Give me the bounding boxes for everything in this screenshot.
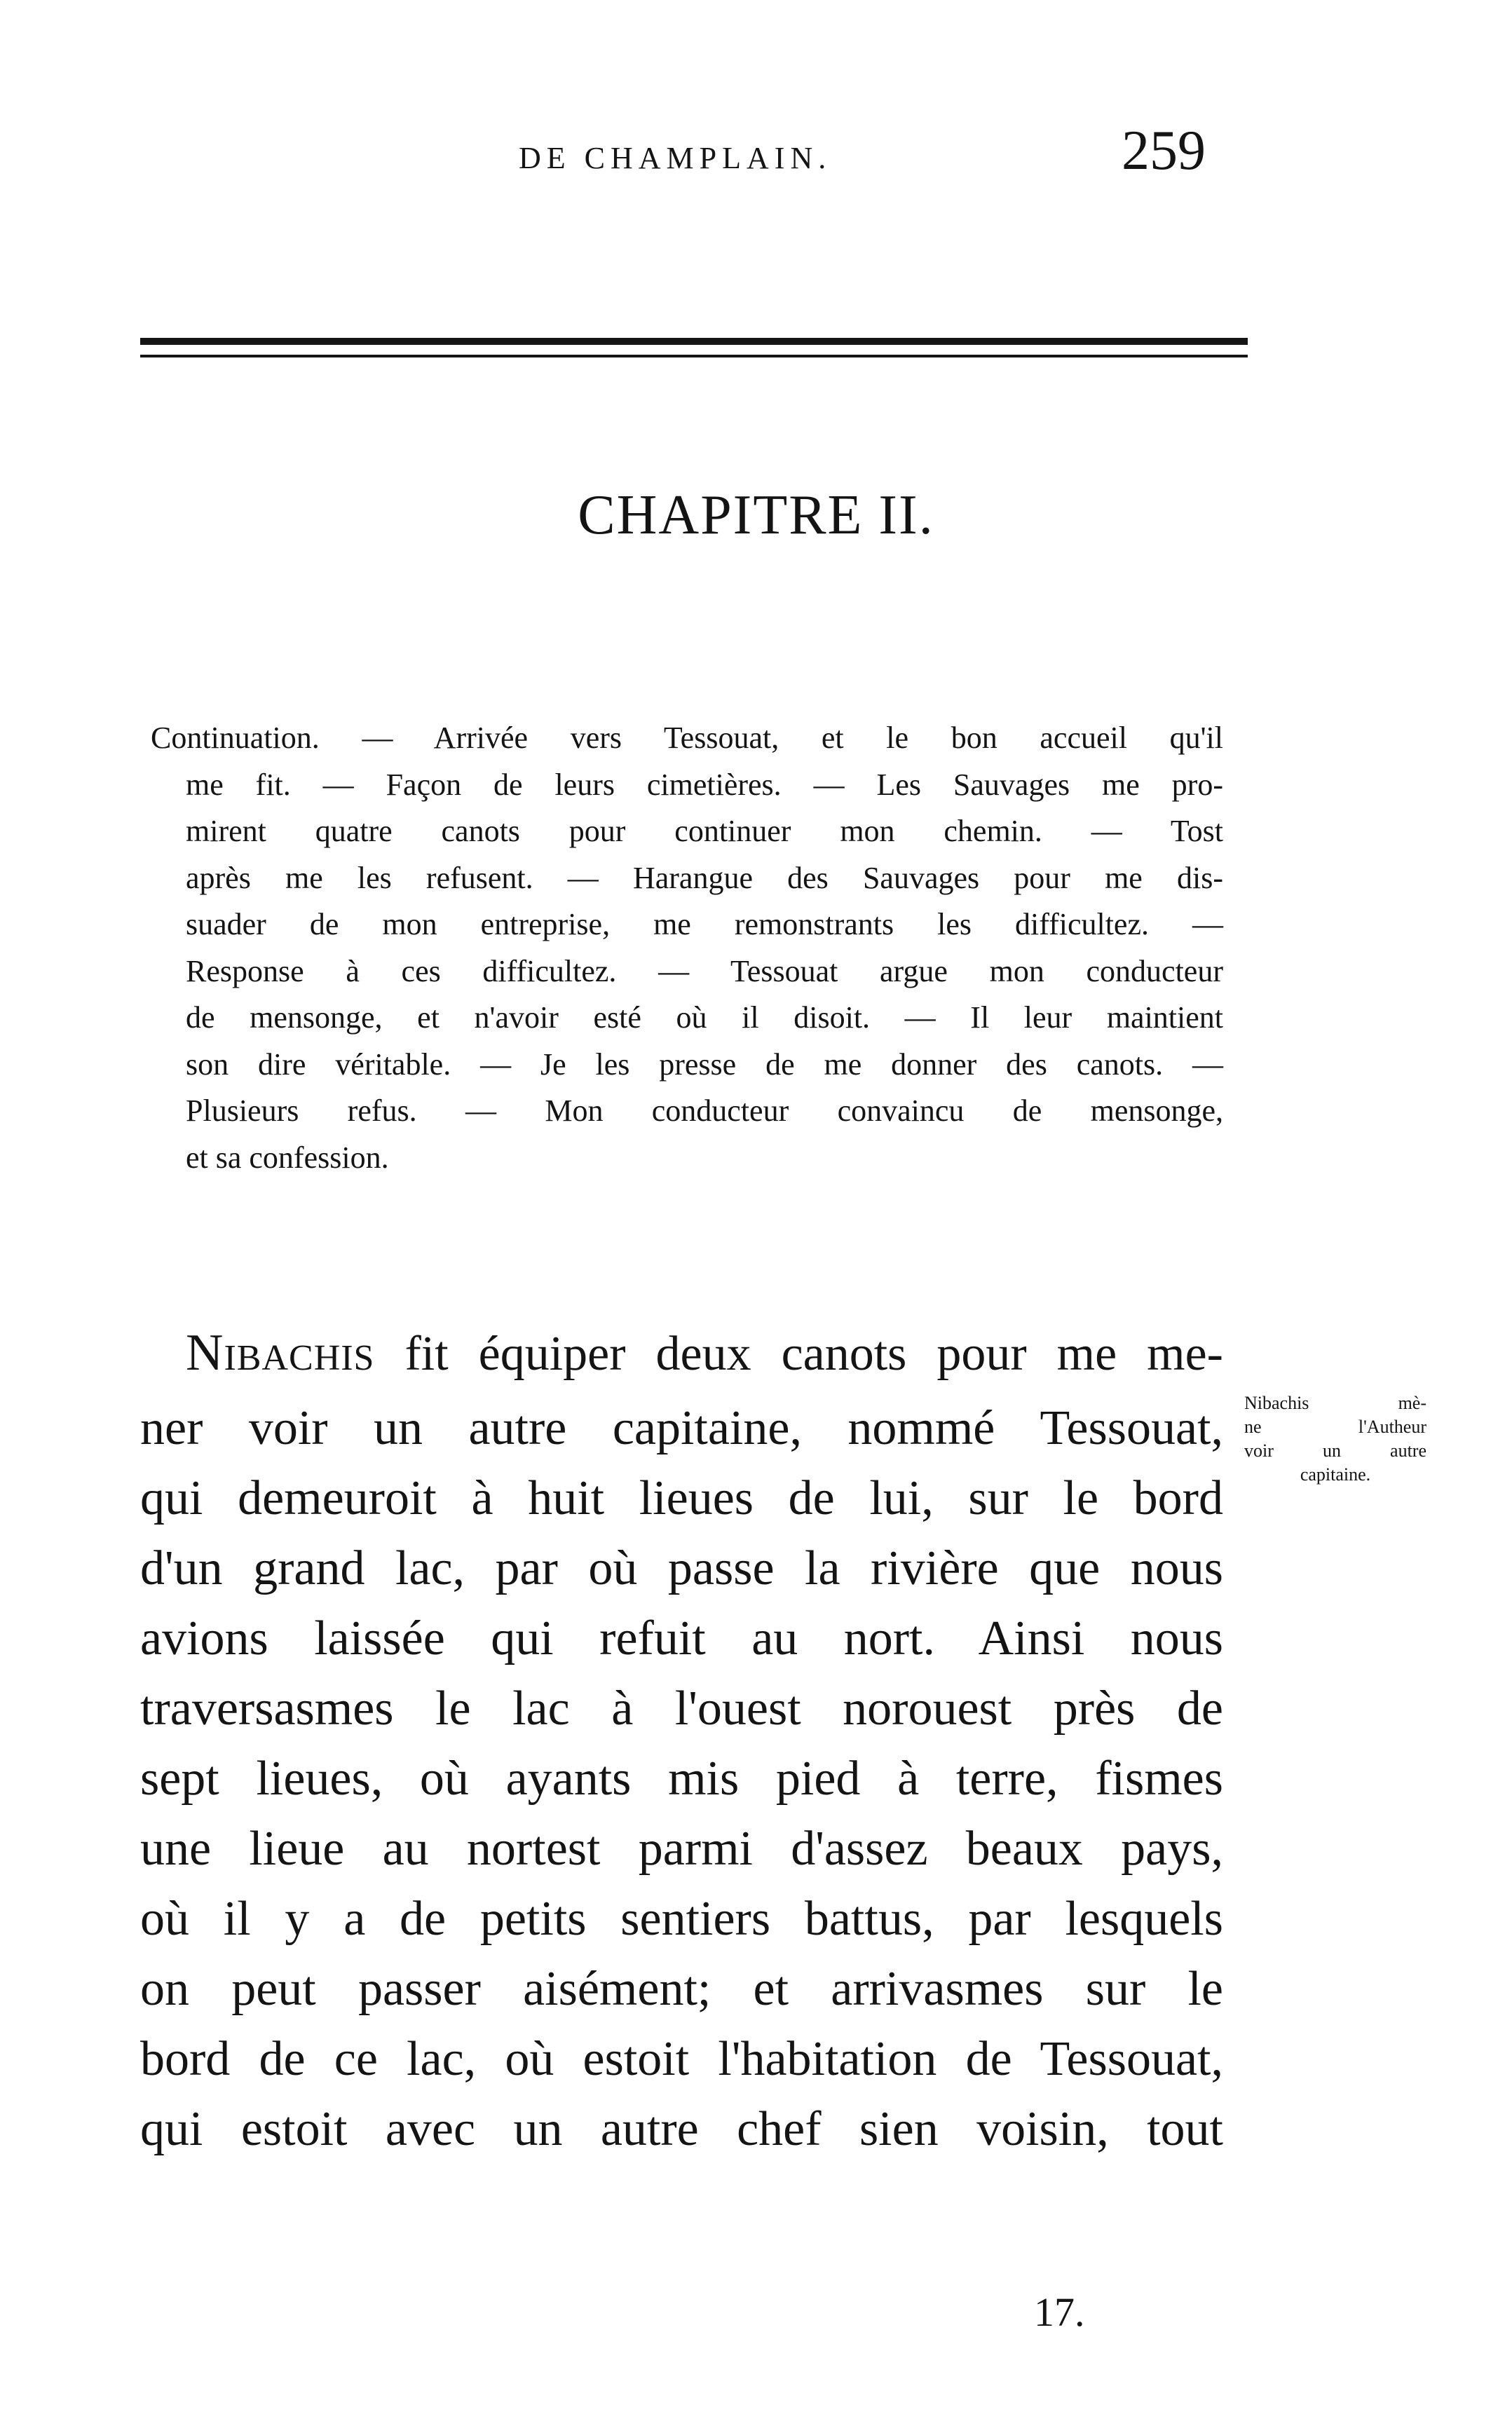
marginal-note-line: ne l'Autheur (1244, 1417, 1426, 1437)
body-line: ner voir un autre capitaine, nommé Tessouat, (140, 1401, 1223, 1455)
summary-line: Response à ces difficultez. — Tessouat argue mon conducteur (186, 953, 1223, 988)
marginal-note-line: Nibachis mè- (1244, 1393, 1426, 1413)
opening-smallcaps-name: NIBACHIS (186, 1324, 375, 1382)
marginal-note-line: capitaine. (1300, 1464, 1371, 1485)
body-line: sept lieues, où ayants mis pied à terre, fismes (140, 1752, 1223, 1806)
body-line: une lieue au nortest parmi d'assez beaux pays, (140, 1822, 1223, 1876)
body-line: traversasmes le lac à l'ouest norouest près de (140, 1682, 1223, 1736)
chapter-summary (151, 715, 1223, 1181)
body-line: bord de ce lac, où estoit l'habitation de Tessouat, (140, 2032, 1223, 2086)
summary-line: Continuation. — Arrivée vers Tessouat, et le bon accueil qu'il (151, 721, 1223, 755)
summary-line: et sa confession. (186, 1140, 389, 1175)
body-line: on peut passer aisément; et arrivasmes sur le (140, 1962, 1223, 2016)
summary-line: de mensonge, et n'avoir esté où il disoit. — Il leur maintient (186, 1000, 1223, 1035)
summary-line: Plusieurs refus. — Mon conducteur convaincu de mensonge, (186, 1093, 1223, 1128)
summary-line: son dire véritable. — Je les presse de me donner des canots. — (186, 1047, 1223, 1082)
body-line: d'un grand lac, par où passe la rivière que nous (140, 1541, 1223, 1595)
body-line: avions laissée qui refuit au nort. Ainsi nous (140, 1611, 1223, 1665)
running-title: DE CHAMPLAIN. (519, 141, 832, 175)
body-line: NIBACHIS fit équiper deux canots pour me me- (186, 1324, 1223, 1382)
body-line: où il y a de petits sentiers battus, par lesquels (140, 1892, 1223, 1946)
summary-line: après me les refusent. — Harangue des Sauvages pour me dis- (186, 860, 1223, 895)
summary-line: mirent quatre canots pour continuer mon chemin. — Tost (186, 814, 1223, 848)
body-line: qui estoit avec un autre chef sien voisin, tout (140, 2102, 1223, 2156)
summary-line: suader de mon entreprise, me remonstrants les difficultez. — (186, 907, 1223, 941)
summary-line: me fit. — Façon de leurs cimetières. — Les Sauvages me pro- (186, 767, 1223, 802)
chapter-title: CHAPITRE II. (578, 484, 934, 546)
marginal-note-line: voir un autre (1244, 1440, 1426, 1461)
page-number: 259 (1122, 120, 1206, 182)
body-line: qui demeuroit à huit lieues de lui, sur le bord (140, 1471, 1223, 1525)
marginal-note (1244, 1391, 1426, 1487)
header-rule-thick (140, 338, 1248, 345)
signature-mark: 17. (1034, 2289, 1085, 2335)
body-paragraph (140, 1318, 1223, 2165)
header-rule-thin (140, 355, 1248, 357)
